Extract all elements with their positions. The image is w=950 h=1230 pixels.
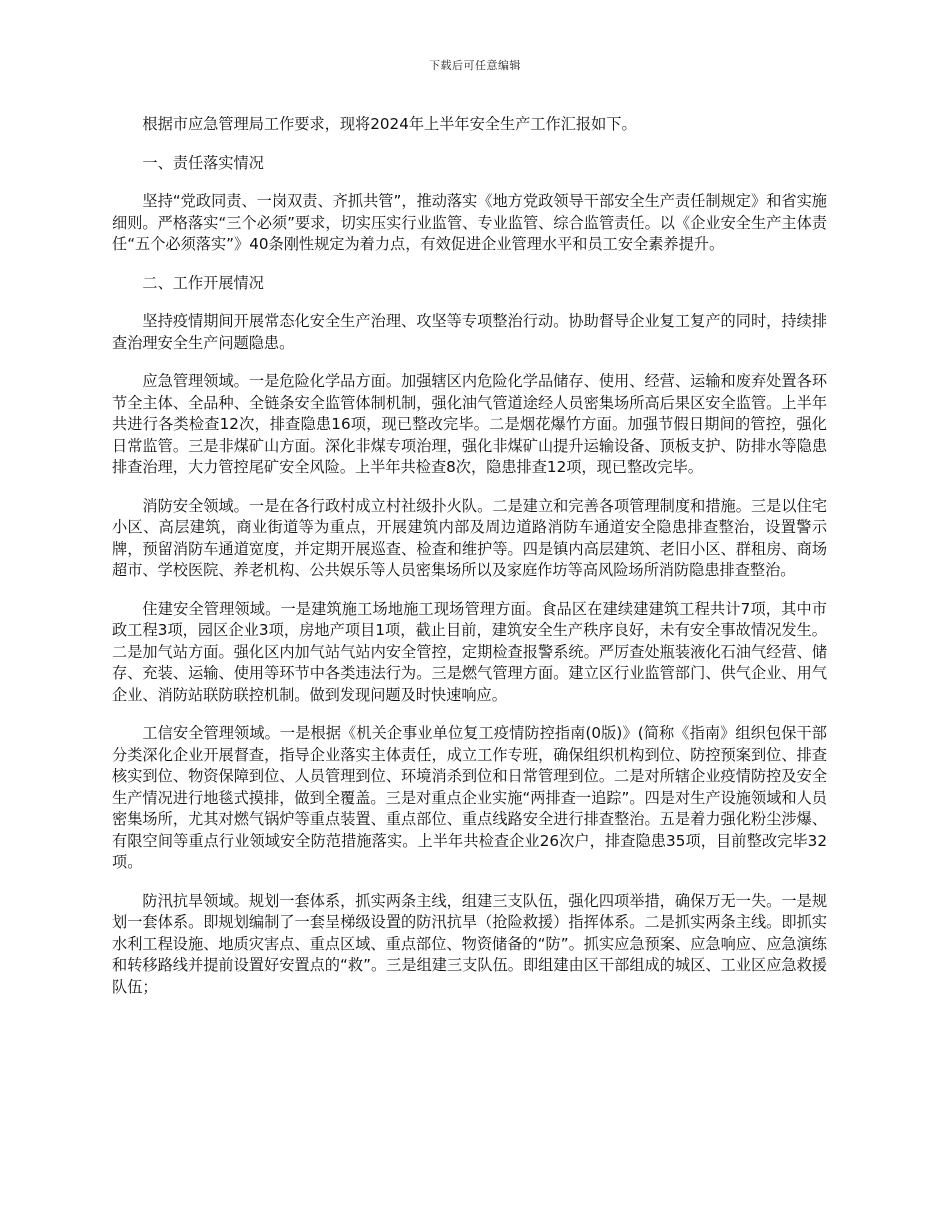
- document-body: [112, 114, 827, 1015]
- section-heading-responsibility: 一、责任落实情况: [142, 153, 264, 172]
- work-overview-paragraph: 坚持疫情期间开展常态化安全生产治理、攻坚等专项整治行动。协助督导企业复工复产的同时，持续排查治理安全生产问题隐患。: [112, 312, 827, 352]
- fire-safety-paragraph: 消防安全领域。一是在各行政村成立村社级扑火队。二是建立和完善各项管理制度和措施。三是以住宅小区、高层建筑，商业街道等为重点，开展建筑内部及周边道路消防车通道安全隐患排查整治，设置警示牌，预留消防车通道宽度，并定期开展巡查、检查和维护等。四是镇内高层建筑、老旧小区、群租房、商场超市、学校医院、养老机构、公共娱乐等人员密集场所以及家庭作坊等高风险场所消防隐患排查整治。: [112, 496, 827, 579]
- responsibility-paragraph: 坚持“党政同责、一岗双责、齐抓共管”，推动落实《地方党政领导干部安全生产责任制规定》和省实施细则。严格落实“三个必须”要求，切实压实行业监管、专业监管、综合监管责任。以《企业安全生产主体责任“五个必须落实”》40条刚性规定为着力点，有效促进企业管理水平和员工安全素养提升。: [112, 192, 827, 253]
- construction-safety-paragraph: 住建安全管理领域。一是建筑施工场地施工现场管理方面。食品区在建续建建筑工程共计7项，其中市政工程3项，园区企业3项，房地产项目1项，截止目前，建筑安全生产秩序良好，未有安全事故情况发生。二是加气站方面。强化区内加气站气站内安全管控，定期检查报警系统。严厉查处瓶装液化石油气经营、储存、充装、运输、使用等环节中各类违法行为。三是燃气管理方面。建立区行业监管部门、供气企业、用气企业、消防站联防联控机制。做到发现问题及时快速响应。: [112, 599, 827, 704]
- header-note: 下载后可任意编辑: [429, 59, 521, 72]
- industry-safety-paragraph: 工信安全管理领域。一是根据《机关企事业单位复工疫情防控指南(0版)》(简称《指南》组织包保干部分类深化企业开展督查，指导企业落实主体责任，成立工作专班，确保组织机构到位、防控预案到位、排查核实到位、物资保障到位、人员管理到位、环境消杀到位和日常管理到位。二是对所辖企业疫情防控及安全生产情况进行地毯式摸排，做到全覆盖。三是对重点企业实施“两排查一追踪”。四是对生产设施领域和人员密集场所，尤其对燃气锅炉等重点装置、重点部位、重点线路安全进行排查整治。五是着力强化粉尘涉爆、有限空间等重点行业领域安全防范措施落实。上半年共检查企业26次户，排查隐患35项，目前整改完毕32项。: [112, 724, 827, 871]
- intro-paragraph: 根据市应急管理局工作要求，现将2024年上半年安全生产工作汇报如下。: [142, 115, 637, 133]
- emergency-management-paragraph: 应急管理领域。一是危险化学品方面。加强辖区内危险化学品储存、使用、经营、运输和废弃处置各环节全主体、全品种、全链条安全监管体制机制，强化油气管道途经人员密集场所高后果区安全监管。上半年共进行各类检查12次，排查隐患16项，现已整改完毕。二是烟花爆竹方面。加强节假日期间的管控，强化日常监管。三是非煤矿山方面。深化非煤专项治理，强化非煤矿山提升运输设备、顶板支护、防排水等隐患排查治理，大力管控尾矿安全风险。上半年共检查8次，隐患排查12项，现已整改完毕。: [112, 372, 827, 476]
- flood-drought-paragraph: 防汛抗旱领域。规划一套体系，抓实两条主线，组建三支队伍，强化四项举措，确保万无一失。一是规划一套体系。即规划编制了一套呈梯级设置的防汛抗旱（抢险救援）指挥体系。二是抓实两条主线。即抓实水利工程设施、地质灾害点、重点区域、重点部位、物资储备的“防”。抓实应急预案、应急响应、应急演练和转移路线并提前设置好安置点的“救”。三是组建三支队伍。即组建由区干部组成的城区、工业区应急救援队伍；: [112, 891, 827, 996]
- section-heading-work: 二、工作开展情况: [142, 273, 264, 292]
